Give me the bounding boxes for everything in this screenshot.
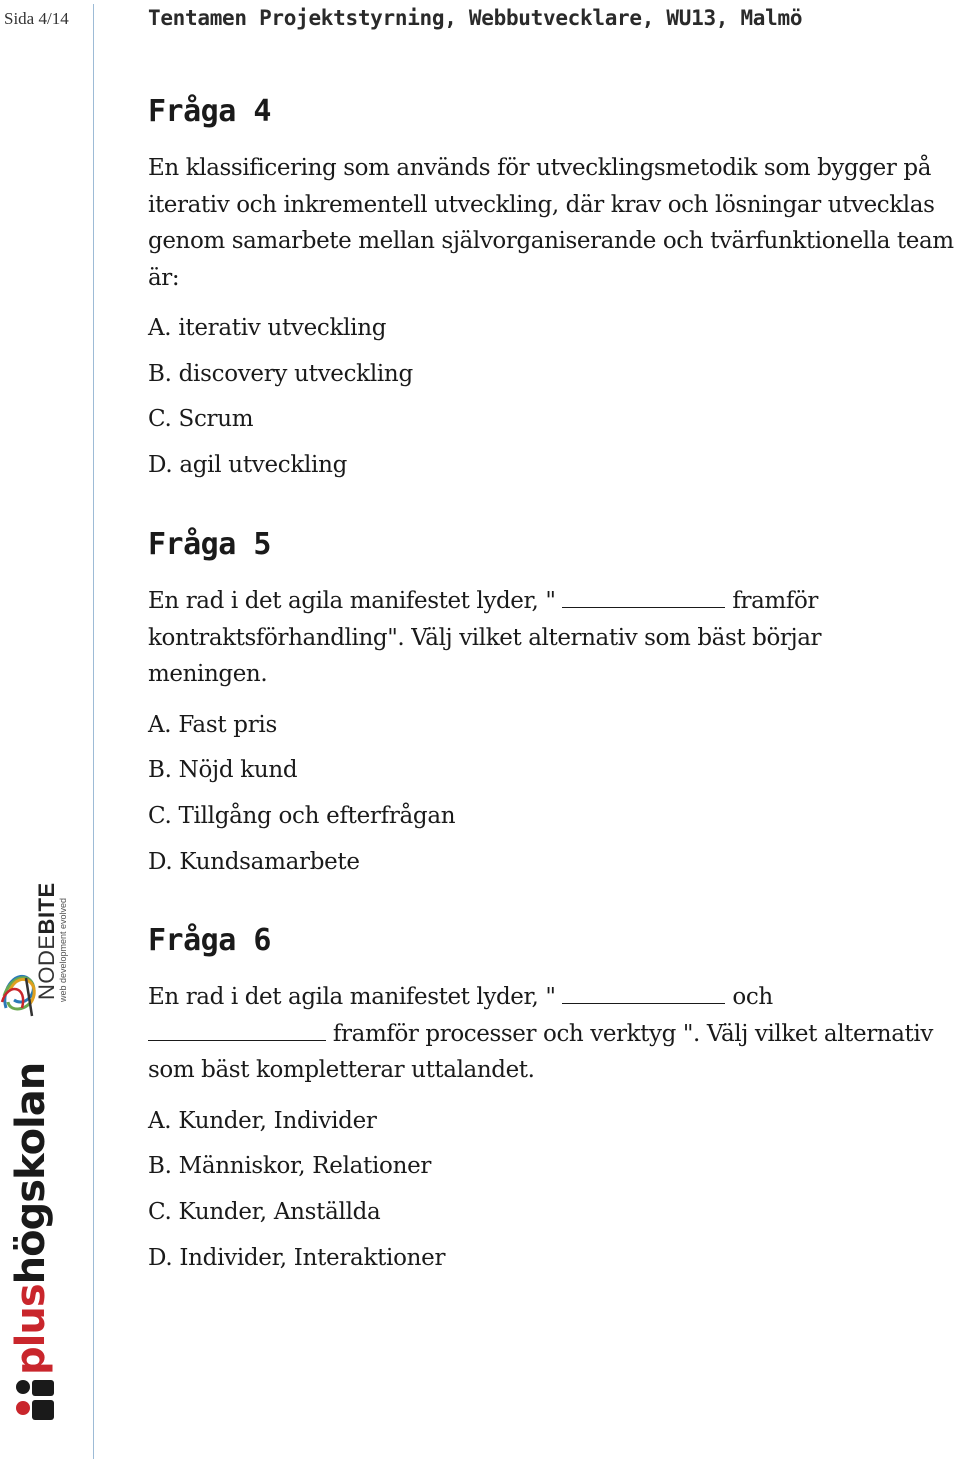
nodebite-tagline: web development evolved <box>58 897 68 1002</box>
nodebite-wordmark: NODEBITE <box>34 882 59 1000</box>
option-a: A. Fast pris <box>148 711 277 738</box>
option-list <box>148 710 956 893</box>
option-d: D. Kundsamarbete <box>148 848 360 875</box>
question-title: Fråga 5 <box>148 527 271 562</box>
answer-blank <box>148 1018 326 1041</box>
answer-blank <box>562 981 725 1004</box>
question-text <box>148 583 938 693</box>
option-c: C. Scrum <box>148 406 254 433</box>
question-text <box>148 979 956 1089</box>
option-b: B. discovery utveckling <box>148 360 413 387</box>
option-list <box>148 1106 956 1289</box>
question-text-part: En rad i det agila manifestet lyder, " <box>148 984 556 1010</box>
plushogskolan-logo-mark <box>14 1378 56 1422</box>
option-b: B. Nöjd kund <box>148 757 298 784</box>
answer-blank <box>562 585 725 608</box>
document-header: Tentamen Projektstyrning, Webbutvecklare, WU13, Malmö <box>148 6 803 30</box>
page-number: Sida 4/14 <box>4 9 69 28</box>
question-text-part: framför kontraktsförhandling". Välj vilket alternativ som bäst börjar meningen. <box>148 588 822 687</box>
question-title: Fråga 6 <box>148 923 271 958</box>
question-6 <box>148 923 956 1288</box>
question-text-part: En rad i det agila manifestet lyder, " <box>148 588 556 614</box>
question-5 <box>148 527 956 892</box>
plushogskolan-wordmark: plushögskolan <box>8 1062 54 1375</box>
nodebite-swirl-icon <box>2 976 34 1016</box>
question-text-part: framför processer och verktyg ". Välj vilket alternativ som bäst kompletterar uttalandet. <box>148 1020 933 1083</box>
question-text-part: och <box>732 984 773 1010</box>
question-text: En klassificering som används för utvecklingsmetodik som bygger på iterativ och inkrementell utveckling, där krav och lösningar utvecklas genom samarbete mellan självorganiserande och tvärfunktionella team är: <box>148 155 954 291</box>
sidebar-divider <box>93 4 94 1459</box>
option-b: B. Människor, Relationer <box>148 1153 432 1180</box>
option-a: A. Kunder, Individer <box>148 1107 377 1134</box>
option-c: C. Tillgång och efterfrågan <box>148 802 456 829</box>
option-a: A. iterativ utveckling <box>148 315 387 341</box>
option-d: D. agil utveckling <box>148 452 348 479</box>
option-c: C. Kunder, Anställda <box>148 1198 381 1225</box>
option-d: D. Individer, Interaktioner <box>148 1244 446 1271</box>
option-list <box>148 313 956 496</box>
question-4 <box>148 94 956 496</box>
question-title: Fråga 4 <box>148 94 271 129</box>
